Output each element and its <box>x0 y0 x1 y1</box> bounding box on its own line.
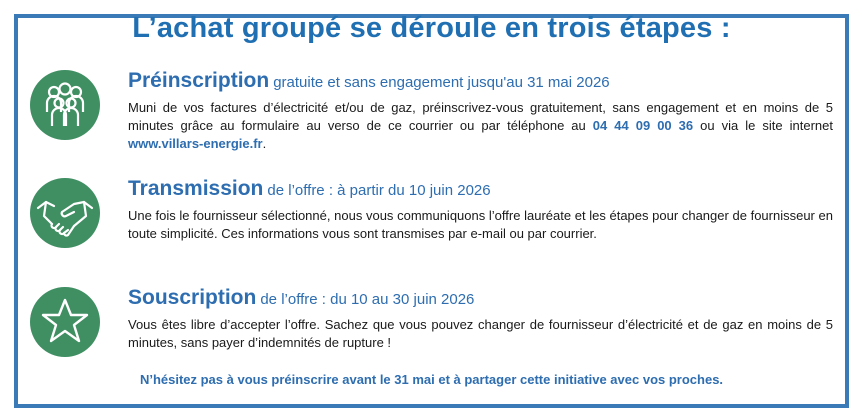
step-heading: Préinscription <box>128 69 270 92</box>
step-heading: Transmission <box>128 177 264 200</box>
step-heading: Souscription <box>128 286 257 309</box>
step-subheading: gratuite et sans engagement jusqu'au 31 mai 2026 <box>273 74 610 91</box>
page-title: L’achat groupé se déroule en trois étapes : <box>132 12 731 44</box>
step-description <box>128 99 833 153</box>
step-subheading: de l’offre : à partir du 10 juin 2026 <box>267 182 491 199</box>
people-group-icon <box>30 70 100 140</box>
step-text: ou via le site internet <box>693 118 833 133</box>
phone-number[interactable]: 04 44 09 00 36 <box>592 118 694 133</box>
step-text: Muni de vos factures d’électricité et/ou de gaz, préinscrivez-vous gratuitement, sans engagement et en moins de 5 minutes grâce au formulaire au verso de ce courrier ou par téléphone au <box>128 100 833 133</box>
handshake-icon <box>30 178 100 248</box>
step-description: Vous êtes libre d’accepter l’offre. Sachez que vous pouvez changer de fournisseur d’électricité et de gaz en moins de 5 minutes, sans payer d’indemnités de rupture ! <box>128 317 833 350</box>
website-link[interactable]: www.villars-energie.fr <box>128 136 263 151</box>
step-text: . <box>262 136 267 151</box>
star-icon <box>30 287 100 357</box>
step-description: Une fois le fournisseur sélectionné, nous vous communiquons l’offre lauréate et les étapes pour changer de fournisseur en toute simplicité. Ces informations vous sont transmises par e-mail ou par courrier. <box>128 208 833 241</box>
step-subheading: de l’offre : du 10 au 30 juin 2026 <box>260 291 475 308</box>
footer-note: N’hésitez pas à vous préinscrire avant le 31 mai et à partager cette initiative avec vos proches. <box>139 372 724 387</box>
